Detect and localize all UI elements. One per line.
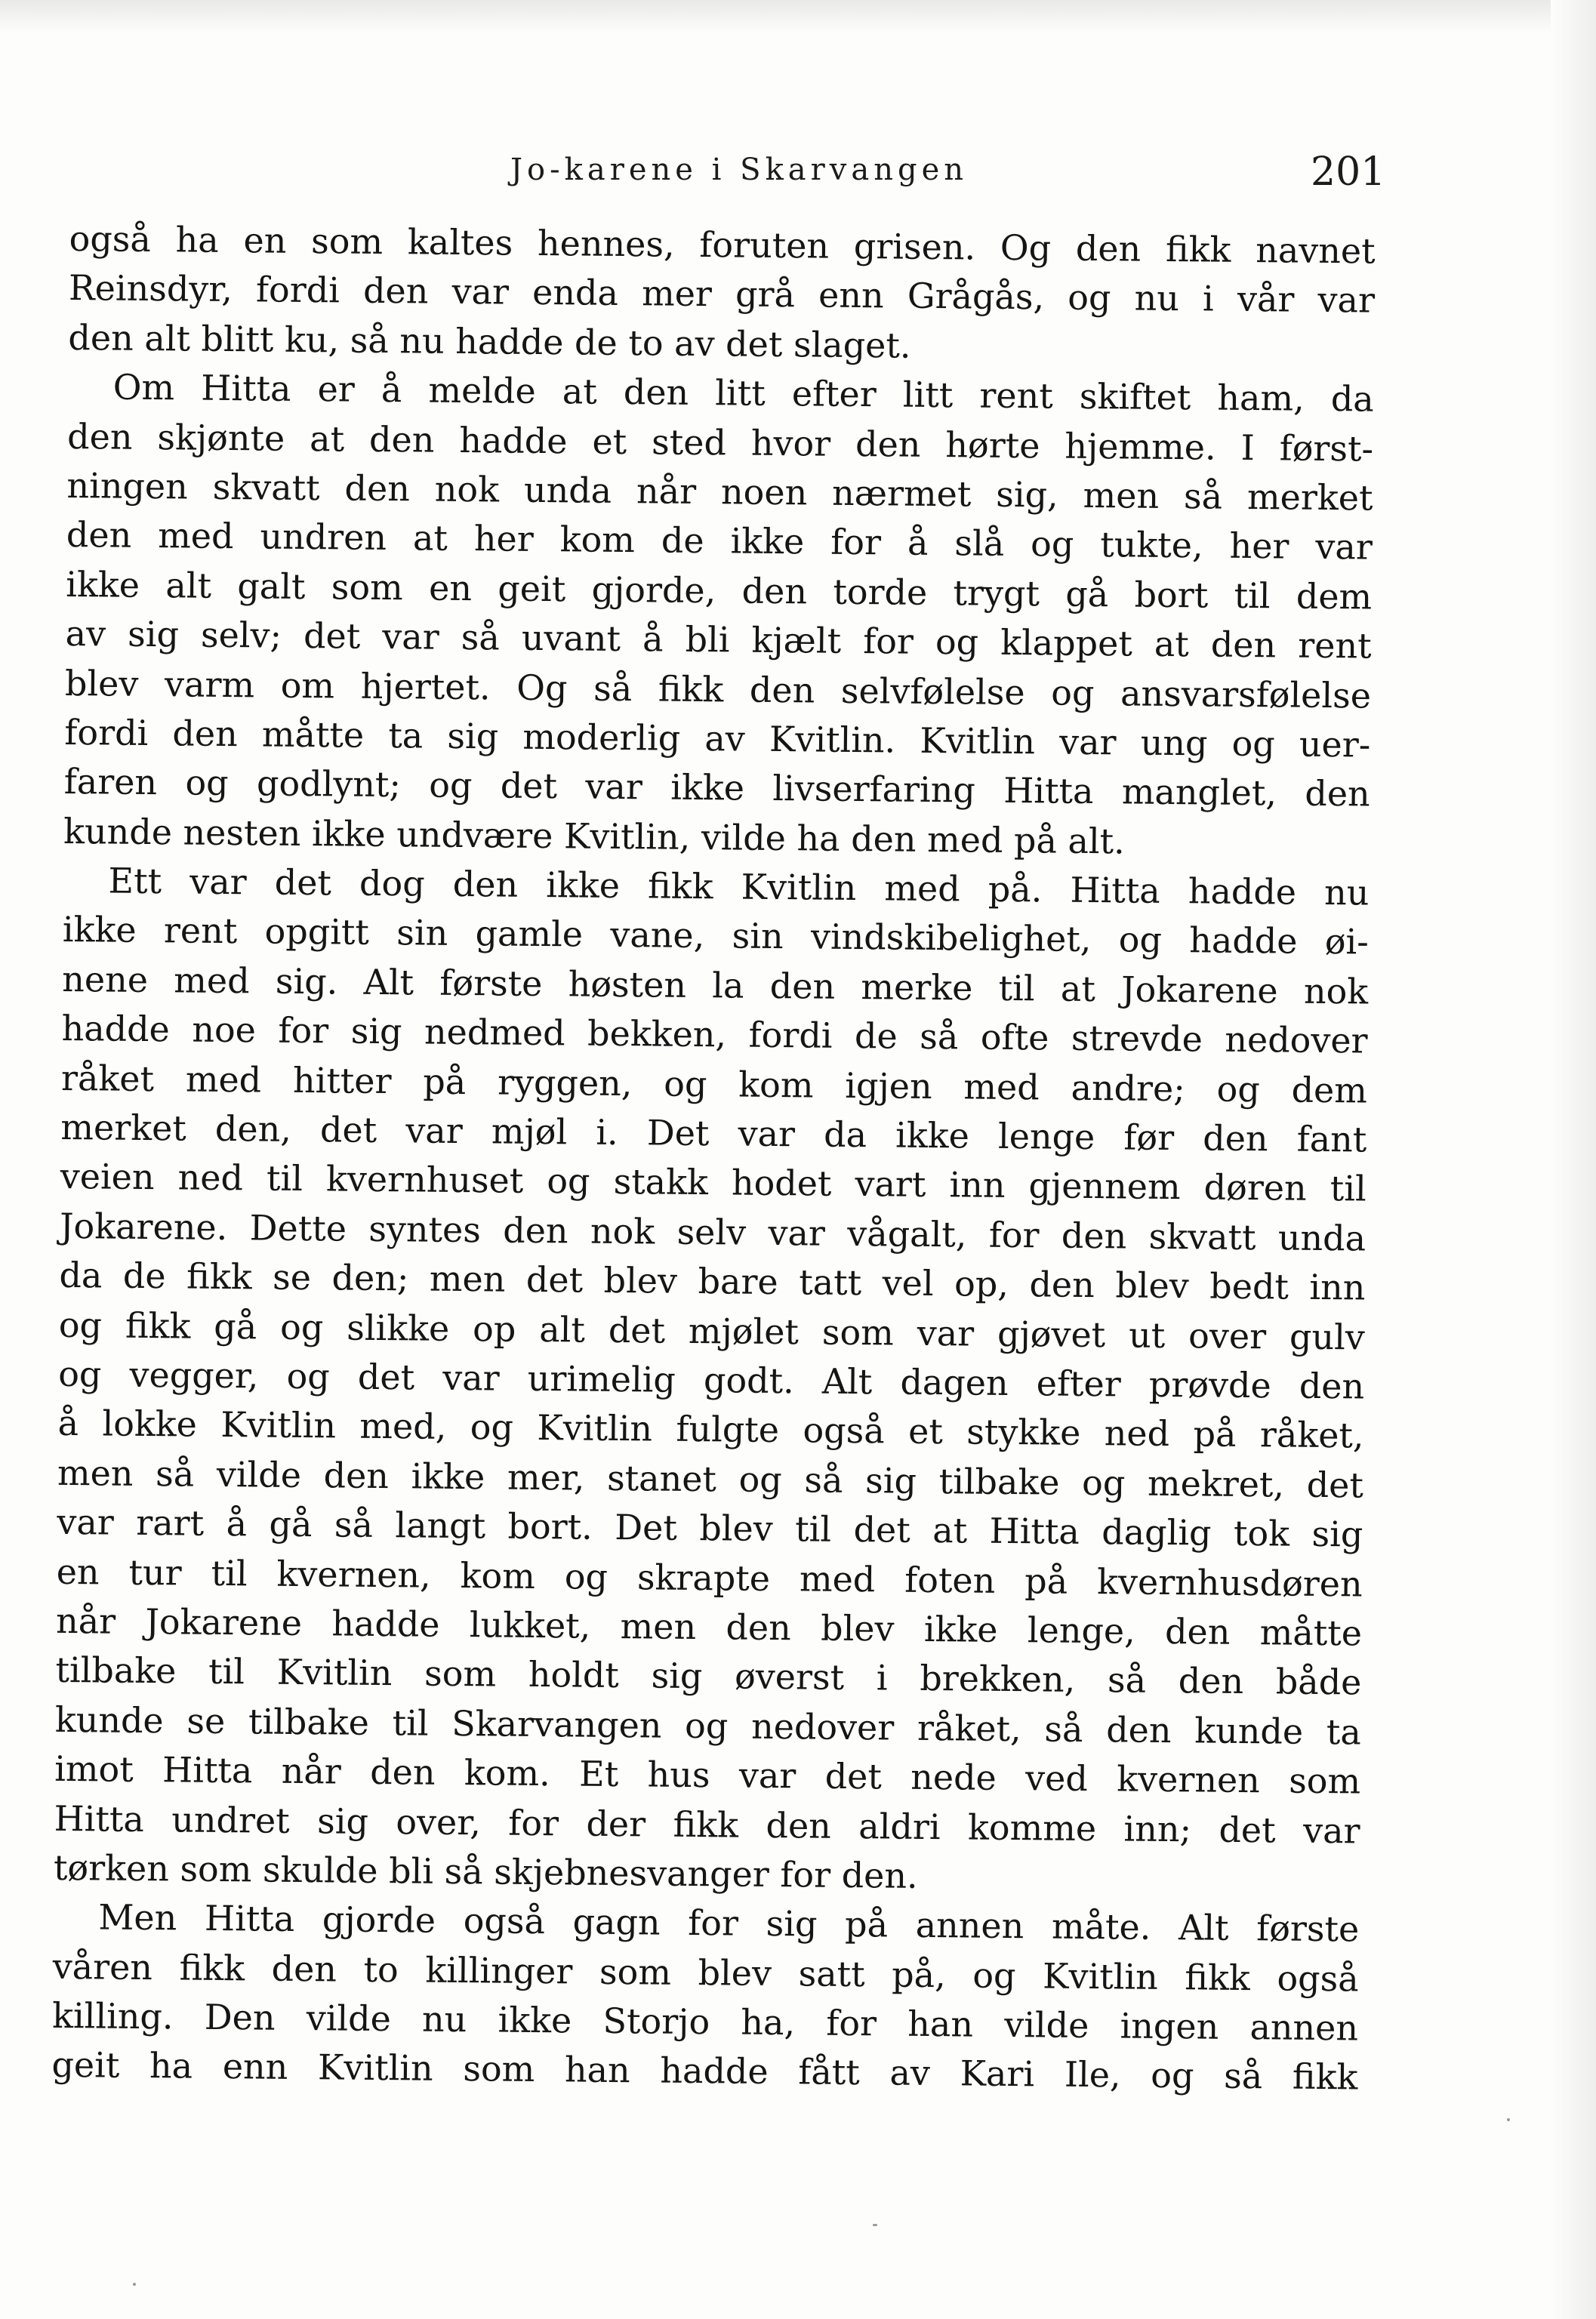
running-title: Jo-karene i Skarvangen — [510, 152, 969, 187]
running-header — [0, 149, 1596, 202]
text-line: den med undren at her kom de ikke for å slå og tukte, her var — [66, 514, 1373, 568]
text-line: den skjønte at den hadde et sted hvor den hørte hjemme. I først- — [66, 415, 1374, 470]
text-line: tørken som skulde bli så skjebnesvanger for den. — [53, 1846, 918, 1896]
text-line: fordi den måtte ta sig moderlig av Kvitlin. Kvitlin var ung og uer- — [64, 711, 1371, 765]
text-line: nene med sig. Alt første høsten la den merke til at Jokarene nok — [62, 958, 1369, 1012]
text-line: killing. Den vilde nu ikke Storjo ha, for han vilde ingen annen — [51, 1994, 1359, 2049]
text-line: Ett var det dog den ikke fikk Kvitlin med på. Hitta hadde nu — [108, 860, 1370, 913]
text-line: var rart å gå så langt bort. Det blev til det at Hitta daglig tok sig — [57, 1501, 1363, 1555]
text-line: imot Hitta når den kom. Et hus var det nede ved kvernen som — [54, 1748, 1361, 1802]
page-right-shadow — [1551, 0, 1596, 2319]
text-line: ikke rent opgitt sin gamle vane, sin vindskibelighet, og hadde øi- — [62, 909, 1370, 963]
text-line: våren fikk den to killinger som blev satt på, og Kvitlin fikk også — [52, 1945, 1359, 2000]
text-line: tilbake til Kvitlin som holdt sig øverst i brekken, så den både — [55, 1649, 1362, 1703]
text-line: den alt blitt ku, så nu hadde de to av det slaget. — [68, 316, 911, 366]
text-line: hadde noe for sig nedmed bekken, fordi de så ofte strevde nedover — [61, 1008, 1368, 1061]
text-line: ningen skvatt den nok unda når noen nærmet sig, men så merket — [66, 464, 1373, 519]
text-line: og vegger, og det var urimelig godt. Alt dagen efter prøvde den — [57, 1353, 1365, 1407]
text-line: Men Hitta gjorde også gagn for sig på annen måte. Alt første — [98, 1896, 1360, 1950]
body-text — [51, 214, 1376, 2102]
text-line: da de fikk se den; men det blev bare tatt vel op, den blev bedt inn — [59, 1255, 1366, 1308]
page-number: 201 — [1311, 149, 1386, 195]
text-line: Om Hitta er å melde at den litt efter litt rent skiftet ham, da — [112, 366, 1374, 420]
text-line: også ha en som kaltes hennes, foruten grisen. Og den fikk navnet — [69, 217, 1376, 272]
text-line: og fikk gå og slikke op alt det mjølet som var gjøvet ut over gulv — [58, 1304, 1366, 1358]
text-line: veien ned til kvernhuset og stakk hodet vart inn gjennem døren til — [60, 1156, 1366, 1209]
text-line: å lokke Kvitlin med, og Kvitlin fulgte også et stykke ned på råket, — [57, 1403, 1364, 1456]
text-line: geit ha enn Kvitlin som han hadde fått av Kari Ile, og så fikk — [51, 2044, 1358, 2098]
text-line: en tur til kvernen, kom og skrapte med foten på kvernhusdøren — [56, 1551, 1363, 1605]
text-line: men så vilde den ikke mer, stanet og så sig tilbake og mekret, det — [57, 1452, 1364, 1506]
text-line: av sig selv; det var så uvant å bli kjælt for og klappet at den rent — [65, 613, 1372, 667]
text-line: kunde nesten ikke undvære Kvitlin, vilde ha den med på alt. — [63, 810, 1126, 862]
text-line: Jokarene. Dette syntes den nok selv var vågalt, for den skvatt unda — [59, 1205, 1366, 1259]
text-line: Reinsdyr, fordi den var enda mer grå enn Grågås, og nu i vår var — [68, 267, 1376, 321]
text-line: kunde se tilbake til Skarvangen og nedover råket, så den kunde ta — [54, 1698, 1362, 1753]
text-line: når Jokarene hadde lukket, men den blev ikke lenge, den måtte — [55, 1600, 1363, 1654]
text-line: blev varm om hjertet. Og så fikk den selvfølelse og ansvarsfølelse — [64, 662, 1372, 716]
scan-speck — [1507, 2118, 1510, 2121]
text-line: Hitta undret sig over, for der fikk den aldri komme inn; det var — [54, 1797, 1360, 1852]
text-line: merket den, det var mjøl i. Det var da ikke lenge før den fant — [60, 1106, 1367, 1160]
text-line: faren og godlynt; og det var ikke livserfaring Hitta manglet, den — [63, 761, 1370, 815]
text-line: ikke alt galt som en geit gjorde, den torde trygt gå bort til dem — [66, 563, 1373, 617]
scan-speck — [873, 2224, 877, 2226]
page-top-shadow — [0, 0, 1596, 33]
text-line: råket med hitter på ryggen, og kom igjen med andre; og dem — [60, 1057, 1368, 1111]
scan-speck — [133, 2283, 136, 2286]
